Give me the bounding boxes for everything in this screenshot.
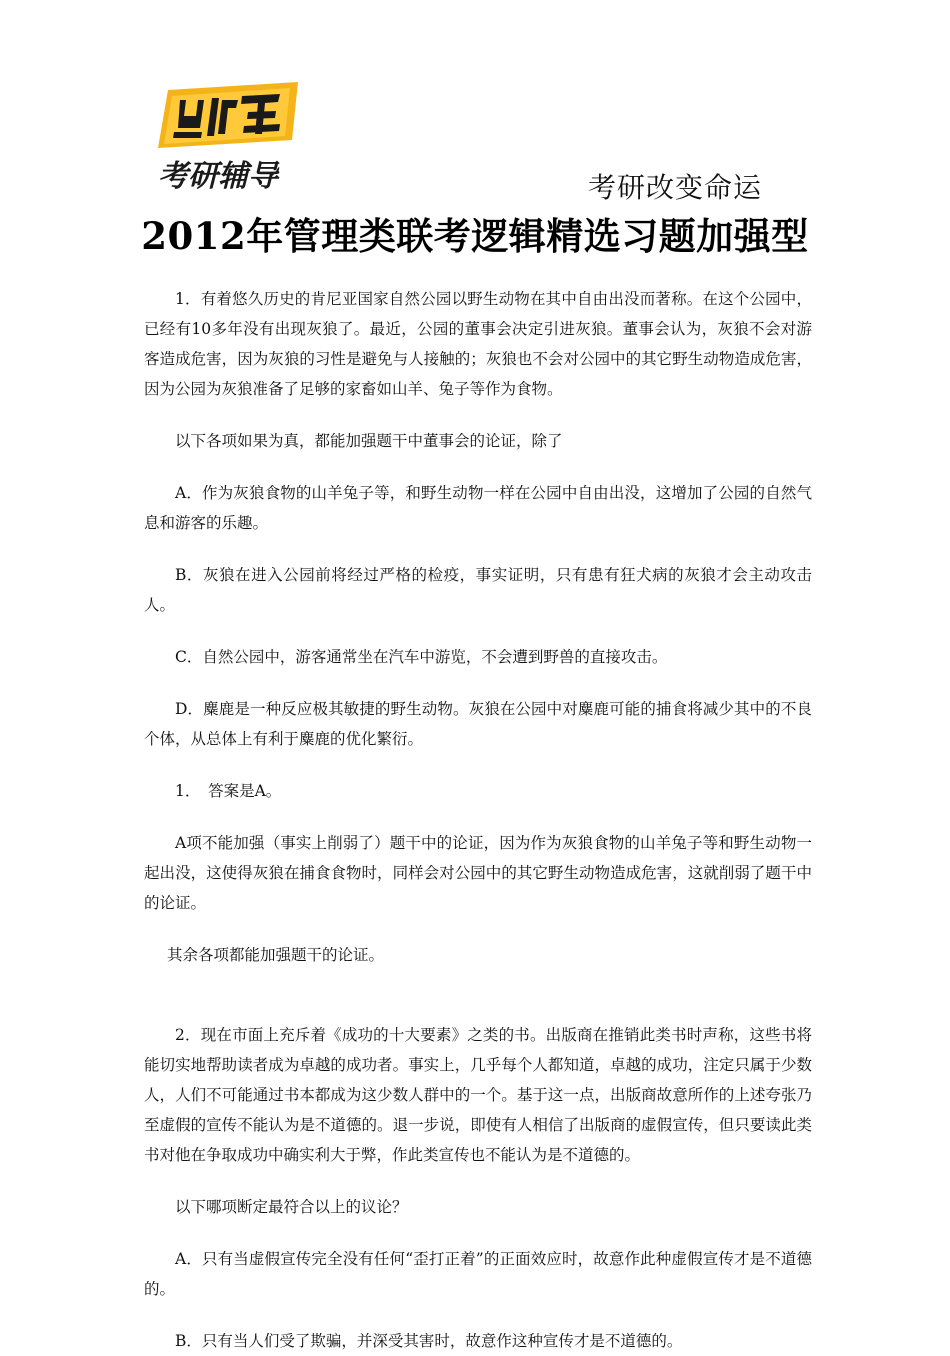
question-2-option-a: A．只有当虚假宣传完全没有任何“歪打正着”的正面效应时，故意作此种虚假宣传才是不道德的。 — [144, 1250, 812, 1298]
logo-brand-mark — [158, 82, 298, 148]
question-1-option-c: C．自然公园中，游客通常坐在汽车中游览，不会遭到野兽的直接攻击。 — [175, 648, 668, 666]
kaicheng-logo — [152, 78, 302, 196]
slogan: 考研改变命运 — [588, 171, 763, 204]
document-body — [144, 284, 812, 1356]
document-title: 2012年管理类联考逻辑精选习题加强型 — [141, 214, 809, 258]
question-1-answer: 1． 答案是A。 — [175, 782, 282, 800]
logo-subtitle: 考研辅导 — [158, 159, 278, 194]
question-2-prompt: 以下哪项断定最符合以上的议论？ — [175, 1198, 408, 1216]
question-2-option-b: B．只有当人们受了欺骗，并深受其害时，故意作这种宣传才是不道德的。 — [175, 1332, 683, 1350]
question-1-prompt: 以下各项如果为真，都能加强题干中董事会的论证，除了 — [175, 432, 563, 450]
question-2-stem: 2．现在市面上充斥着《成功的十大要素》之类的书。出版商在推销此类书时声称，这些书将能切实地帮助读者成为卓越的成功者。事实上，几乎每个人都知道，卓越的成功，注定只属于少数人，人们不可能通过书本都成为这少数人群中的一个。基于这一点，出版商故意所作的上述夸张乃至虚假的宣传不能认为是不道德的。退一步说，即使有人相信了出版商的虚假宣传，但只要读此类书对他在争取成功中确实利大于弊，作此类宣传也不能认为是不道德的。 — [144, 1026, 812, 1164]
question-1-stem: 1．有着悠久历史的肯尼亚国家自然公园以野生动物在其中自由出没而著称。在这个公园中，已经有10多年没有出现灰狼了。最近，公园的董事会决定引进灰狼。董事会认为，灰狼不会对游客造成危害，因为灰狼的习性是避免与人接触的；灰狼也不会对公园中的其它野生动物造成危害，因为公园为灰狼准备了足够的家畜如山羊、兔子等作为食物。 — [144, 290, 812, 398]
question-1-option-a: A．作为灰狼食物的山羊兔子等，和野生动物一样在公园中自由出没，这增加了公园的自然气息和游客的乐趣。 — [144, 484, 812, 532]
question-1-conclusion: 其余各项都能加强题干的论证。 — [167, 946, 385, 964]
question-1-option-d: D．麋鹿是一种反应极其敏捷的野生动物。灰狼在公园中对麋鹿可能的捕食将减少其中的不良个体，从总体上有利于麋鹿的优化繁衍。 — [144, 700, 812, 748]
question-1-option-b: B．灰狼在进入公园前将经过严格的检疫，事实证明，只有患有狂犬病的灰狼才会主动攻击人。 — [144, 566, 812, 614]
question-1-explanation: A项不能加强（事实上削弱了）题干中的论证，因为作为灰狼食物的山羊兔子等和野生动物一起出没，这使得灰狼在捕食食物时，同样会对公园中的其它野生动物造成危害，这就削弱了题干中的论证。 — [144, 834, 812, 912]
